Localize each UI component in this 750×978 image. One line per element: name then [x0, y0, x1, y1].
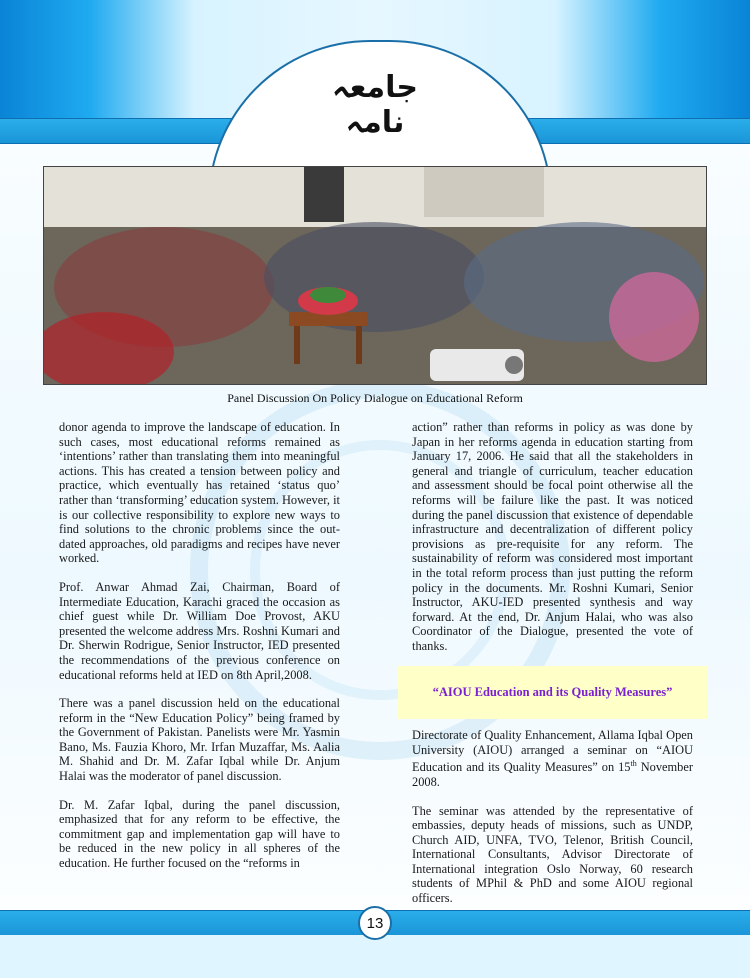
page-number: 13: [358, 906, 392, 940]
section-heading-box: [398, 666, 707, 719]
right-paragraph-2-text: Directorate of Quality Enhancement, Allama Iqbal Open University (AIOU) arranged a seminar on “AIOU Education and its Quality Measures” on 15: [412, 728, 693, 775]
left-column: [59, 420, 340, 885]
date-superscript: th: [630, 759, 637, 769]
left-paragraph-4: Dr. M. Zafar Iqbal, during the panel discussion, emphasized that for any reform to be effective, the commitment gap and implementation gap will have to be reduced in the new policy in all spheres of the education. He further focused on the “reforms in: [59, 797, 340, 871]
section-heading: “AIOU Education and its Quality Measures”: [432, 685, 673, 699]
masthead-title: جامعہ نامہ: [332, 70, 418, 140]
right-paragraph-2-tail: November 2008.: [412, 760, 693, 789]
photo-caption: Panel Discussion On Policy Dialogue on Educational Reform: [227, 391, 523, 405]
right-column: [412, 420, 693, 668]
right-column-lower: [412, 728, 693, 920]
right-paragraph-3: The seminar was attended by the representative of embassies, deputy heads of missions, such as UNDP, Church AID, UNFA, TVO, Telenor, British Council, International Consultants, Advisor Directorate of International integration Oslo Norway, 60 research students of MPhil & PhD and some AIOU regional officers.: [412, 803, 693, 906]
footer-light-band: [0, 935, 750, 978]
photo-illustration: [44, 167, 707, 385]
left-paragraph-3: There was a panel discussion held on the educational reform in the “New Education Policy” being framed by the Government of Pakistan. Panelists were Mr. Yasmin Bano, Ms. Fauzia Khoro, Mr. Irfan Muzaffar, Ms. Aalia M. Shahid and Dr. M. Zafar Iqbal while Dr. Anjum Halai was the moderator of panel discussion.: [59, 696, 340, 784]
left-paragraph-2: Prof. Anwar Ahmad Zai, Chairman, Board of Intermediate Education, Karachi graced the occasion as chief guest while Dr. William Doe Provost, AKU presented the welcome address Mrs. Roshni Kumari and Dr. Sherwin Rodrigue, Senior Instructor, IED presented the recommendations of the previous conference on educational reforms held at IED on 8th April,2008.: [59, 579, 340, 682]
left-paragraph-1: donor agenda to improve the landscape of education. In such cases, most educational reforms remained as ‘intentions’ rather than translating them into meaningful actions. This has created a tension between policy and practice, which eventually has retained ‘status quo’ rather than ‘transforming’ education system. However, it is our collective responsibility to explore new ways to find solutions to the chronic problems since the out-dated approaches, old paradigms and recipes have never worked.: [59, 420, 340, 566]
right-paragraph-1: action” rather than reforms in policy as was done by Japan in her reforms agenda in education starting from January 17, 2006. He said that all the stakeholders in general and triangle of curriculum, teacher education and assessment should be focal point otherwise all the reforms will be failure like the past. It was noticed during the panel discussion that existence of dependable infrastructure and decentralization of different policy provisions as pre-requisite for any reform. The sustainability of reform was considered most important in the total reform process than just putting the reform policy in the documents. Mr. Roshni Kumari, Senior Instructor, AKU-IED presented synthesis and way forward. At the end, Dr. Anjum Halai, who was also Coordinator of the Dialogue, presented the vote of thanks.: [412, 420, 693, 653]
panel-discussion-photo: [43, 166, 707, 385]
right-paragraph-2: [412, 728, 693, 790]
